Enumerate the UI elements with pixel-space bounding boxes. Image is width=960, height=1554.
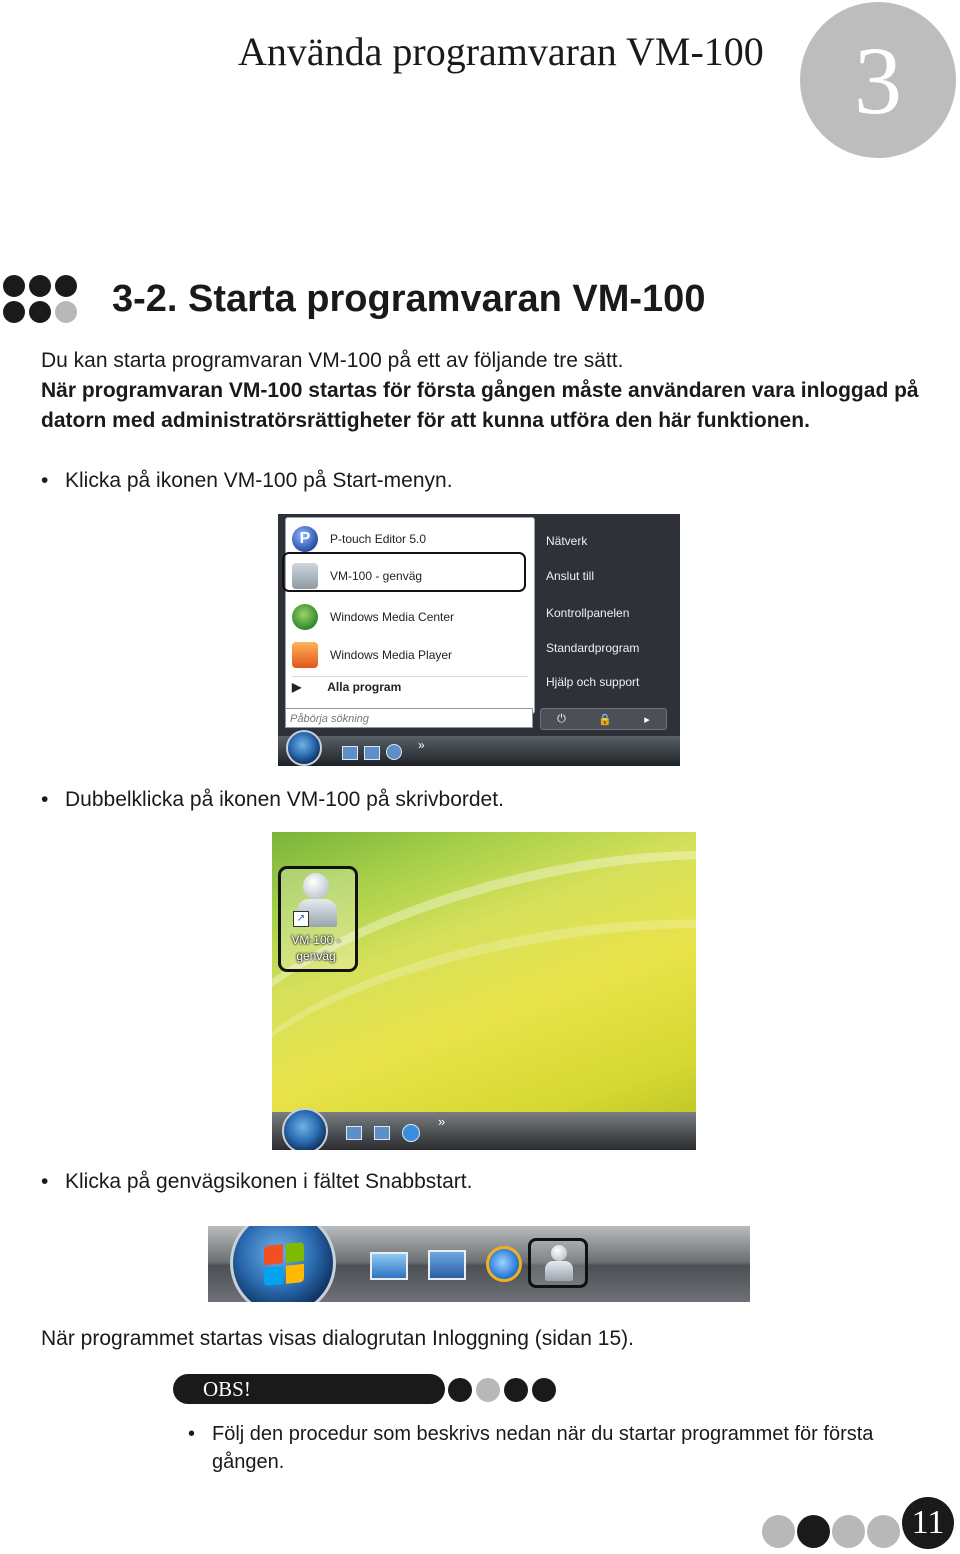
arrow-right-icon[interactable]: ▸: [644, 713, 650, 726]
shortcut-arrow-icon: ↗: [293, 911, 309, 927]
power-icon[interactable]: ⏻: [557, 712, 566, 725]
user-body-icon: [545, 1261, 573, 1281]
menu-item-ptouch[interactable]: [292, 524, 426, 554]
intro-text: Du kan starta programvaran VM-100 på ett av följande tre sätt.: [41, 349, 624, 372]
menu-item-label: Windows Media Player: [330, 648, 453, 662]
ptouch-quicklaunch-icon[interactable]: [386, 744, 402, 760]
taskbar: [272, 1112, 696, 1150]
show-desktop-icon[interactable]: [370, 1252, 408, 1280]
menu-item-all-programs[interactable]: [292, 672, 401, 702]
internet-explorer-icon[interactable]: [402, 1124, 420, 1142]
desktop-screenshot: [272, 832, 696, 1150]
switch-windows-icon[interactable]: [364, 746, 380, 760]
quick-launch-screenshot: [208, 1226, 750, 1302]
menu-item-media-center[interactable]: [292, 602, 454, 632]
bullet-quick-launch: • Klicka på genvägsikonen i fältet Snabbstart.: [65, 1167, 472, 1197]
menu-item-label: Windows Media Center: [330, 610, 455, 624]
lock-icon[interactable]: 🔒: [598, 713, 612, 726]
power-button-group[interactable]: [540, 708, 667, 730]
note-label-bar: OBS!: [173, 1374, 445, 1404]
menu-item-help[interactable]: Hjälp och support: [546, 675, 640, 689]
windows-media-player-icon: [292, 642, 318, 668]
menu-item-label: P-touch Editor 5.0: [330, 532, 427, 546]
user-head-icon: [303, 873, 329, 899]
menu-item-label: VM-100 - genväg: [330, 569, 423, 583]
admin-warning: När programvaran VM-100 startas för första gången måste användaren vara inloggad på datorn med administratörsrättigheter för att kunna utföra den här funktionen.: [41, 379, 919, 432]
bullet-start-menu: • Klicka på ikonen VM-100 på Start-menyn.: [65, 466, 453, 496]
chapter-number-badge: 3: [800, 2, 956, 158]
windows-media-center-icon: [292, 604, 318, 630]
user-head-icon: [551, 1245, 567, 1261]
start-orb-icon[interactable]: [282, 1108, 328, 1150]
note-dots-icon: [448, 1378, 556, 1402]
menu-item-control-panel[interactable]: Kontrollpanelen: [546, 606, 630, 620]
start-search-input[interactable]: Påbörja sökning: [285, 708, 533, 728]
start-orb-icon[interactable]: [286, 730, 322, 766]
chevron-right-icon: ▶: [292, 680, 302, 694]
show-desktop-icon[interactable]: [342, 746, 358, 760]
menu-item-media-player[interactable]: [292, 640, 452, 670]
vm100-quicklaunch-button[interactable]: [528, 1238, 588, 1288]
taskbar: [278, 736, 680, 766]
menu-item-connect[interactable]: Anslut till: [546, 569, 595, 583]
chevron-double-icon[interactable]: »: [418, 738, 425, 752]
section-dots-icon: [3, 275, 77, 323]
desktop-icon-label: VM-100 - genväg: [291, 933, 341, 963]
chapter-title: Använda programvaran VM-100: [238, 29, 764, 74]
menu-item-default-programs[interactable]: Standardprogram: [546, 641, 640, 655]
windows-logo-icon: [264, 1242, 304, 1286]
note-text: • Följ den procedur som beskrivs nedan när du startar programmet för första gången.: [212, 1420, 902, 1476]
section-title: 3-2. Starta programvaran VM-100: [112, 278, 706, 320]
start-menu-screenshot: [278, 514, 680, 766]
page-number: 11: [902, 1497, 954, 1549]
switch-windows-icon[interactable]: [374, 1126, 390, 1140]
after-launch-text: När programmet startas visas dialogrutan Inloggning (sidan 15).: [41, 1327, 634, 1350]
menu-item-network[interactable]: Nätverk: [546, 534, 588, 548]
ptouch-icon: P: [292, 526, 318, 552]
menu-item-label: Alla program: [327, 680, 402, 694]
show-desktop-icon[interactable]: [346, 1126, 362, 1140]
footer-dots-icon: [762, 1515, 900, 1548]
vm100-highlight-frame: [282, 552, 526, 592]
chevron-double-icon[interactable]: »: [438, 1114, 446, 1129]
bullet-desktop: • Dubbelklicka på ikonen VM-100 på skrivbordet.: [65, 785, 504, 815]
start-menu-left-pane: [285, 517, 535, 714]
internet-explorer-icon[interactable]: [486, 1246, 522, 1282]
switch-windows-icon[interactable]: [428, 1250, 466, 1280]
